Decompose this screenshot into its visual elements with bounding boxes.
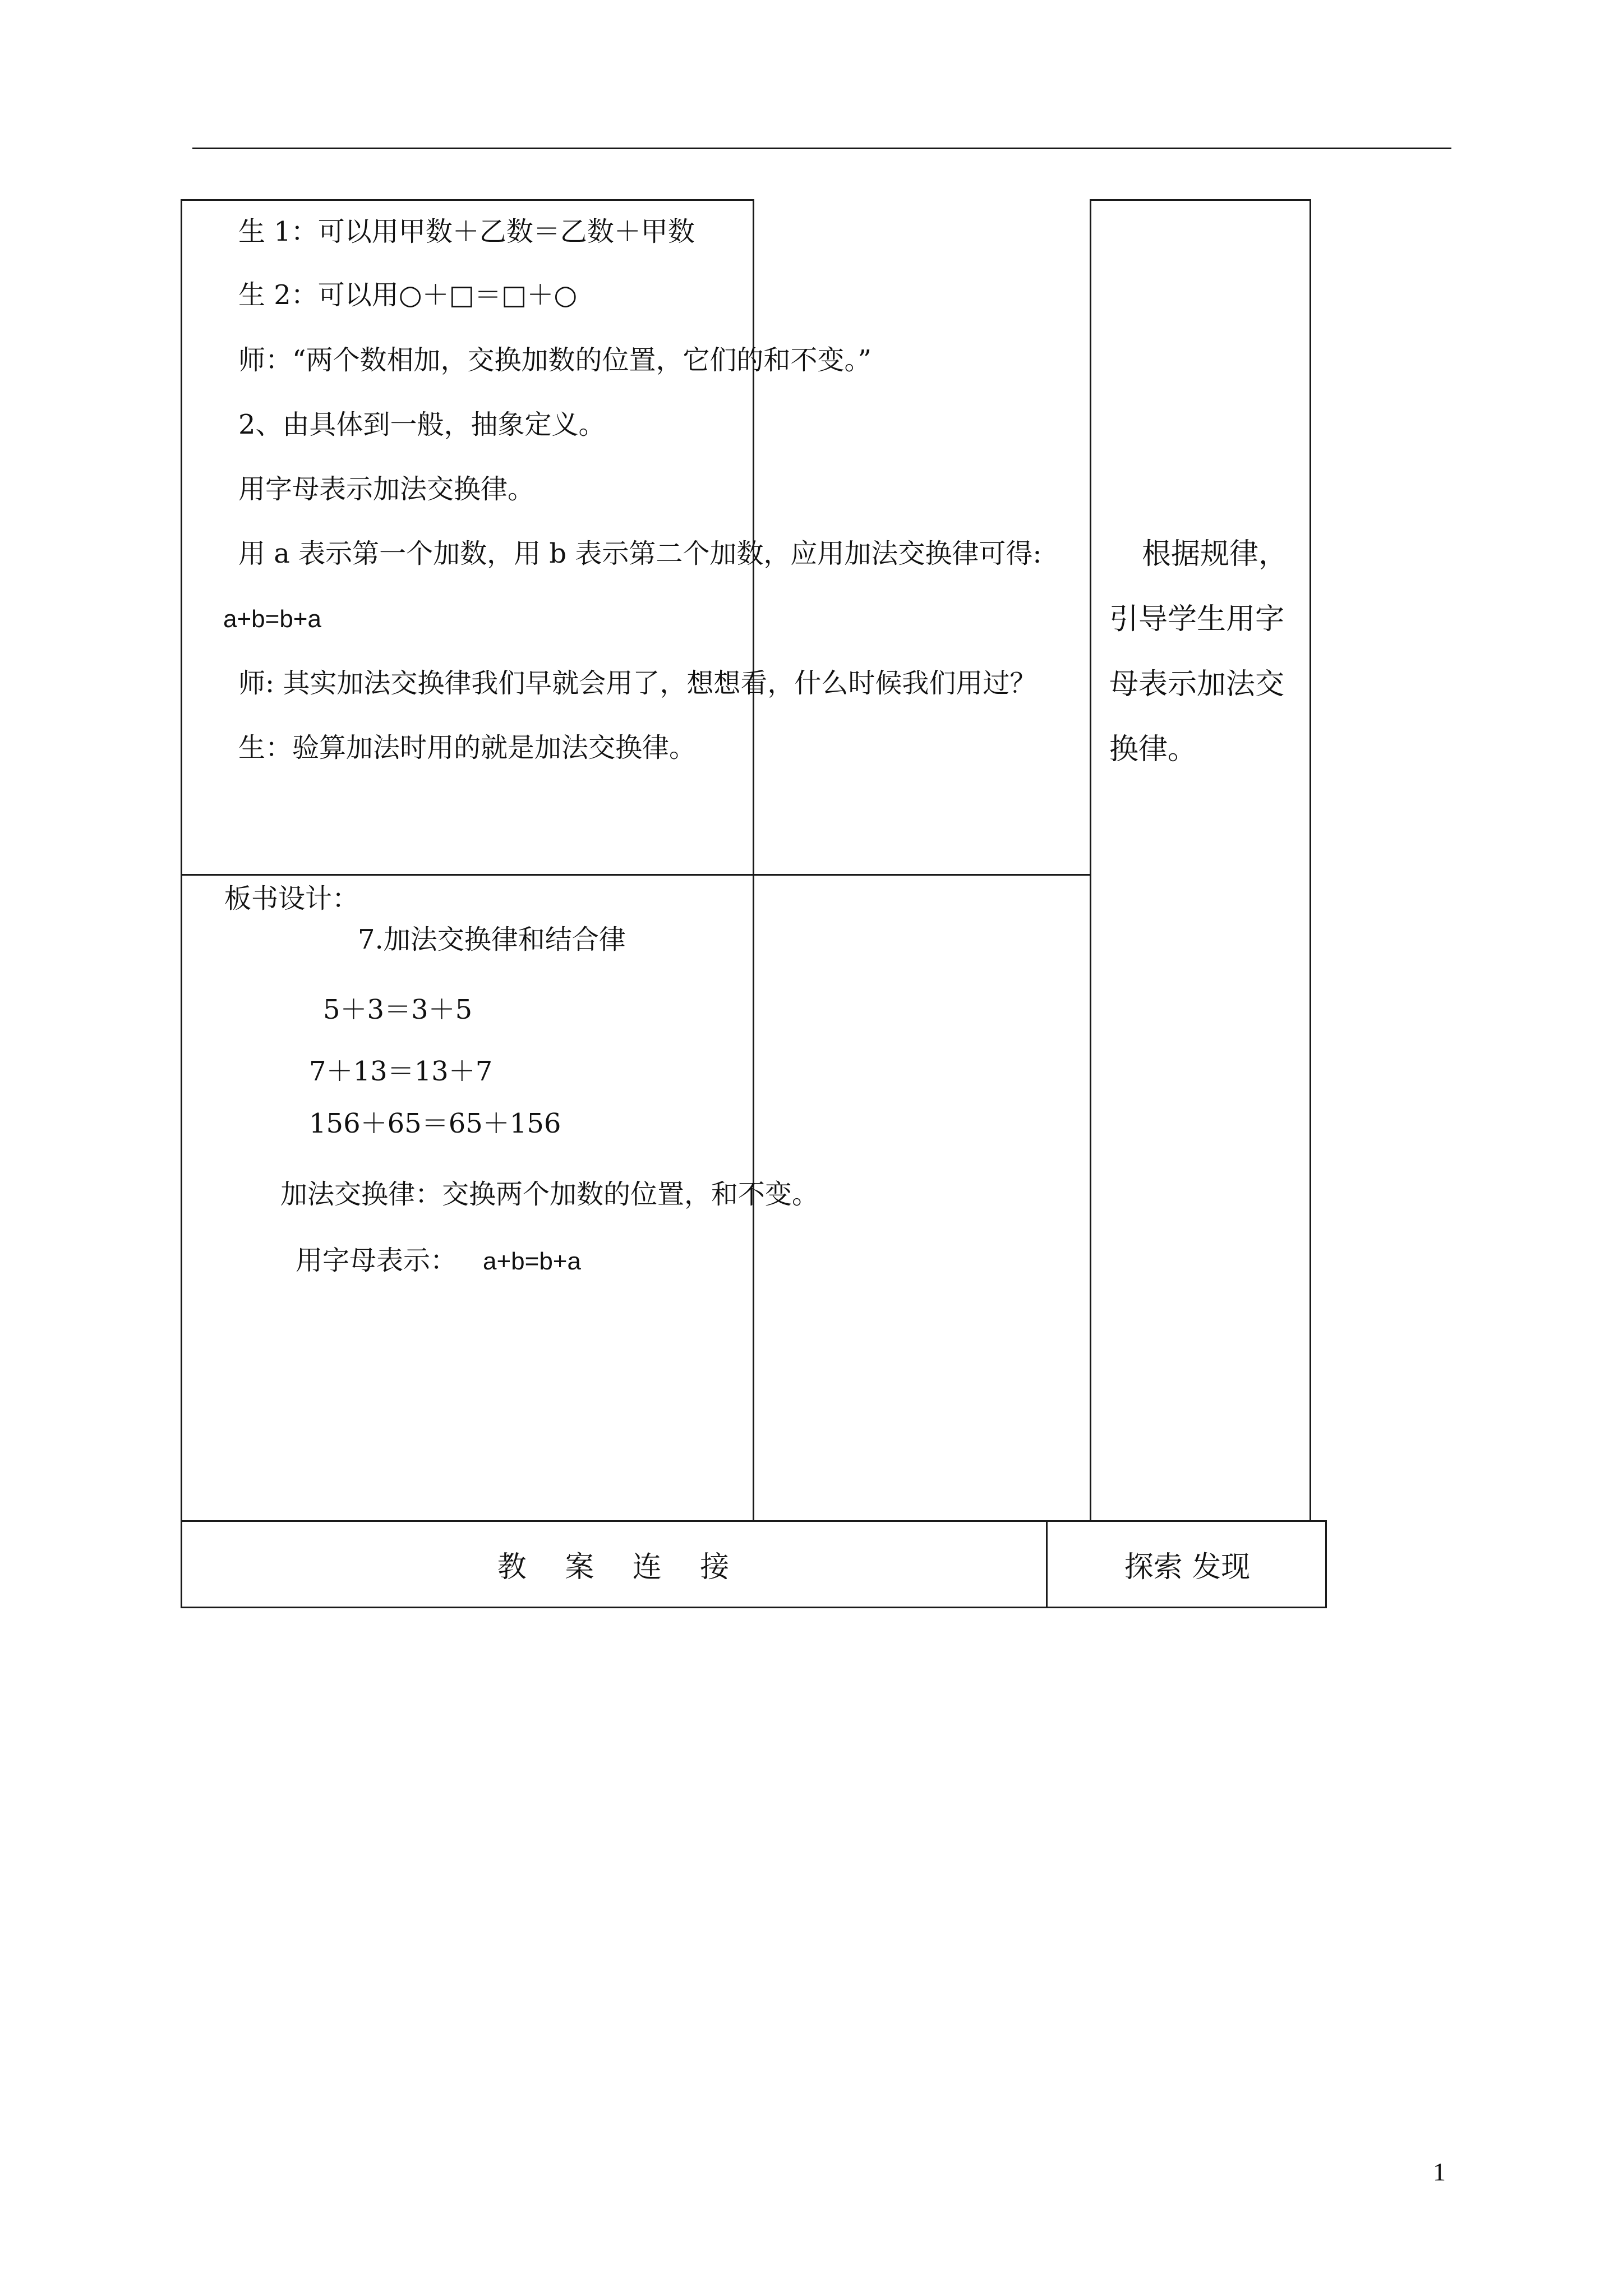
board-example: 156＋65＝65＋156 — [309, 1108, 561, 1139]
side-note-line: 母表示加法交 — [1109, 668, 1285, 701]
letter-formula: a+b=b+a — [223, 605, 321, 633]
board-example: 5＋3＝3＋5 — [323, 994, 473, 1025]
teacher-question: 师: 其实加法交换律我们早就会用了，想想看，什么时候我们用过？ — [238, 668, 1037, 699]
letter-explanation: 用 a 表示第一个加数，用 b 表示第二个加数，应用加法交换律可得: — [238, 538, 1042, 569]
board-title: 7.加法交换律和结合律 — [358, 924, 626, 955]
side-note-line: 根据规律， — [1142, 537, 1288, 571]
board-letter-formula: a+b=b+a — [483, 1248, 581, 1275]
footer-lesson-link: 教 案 连 接 — [497, 1550, 730, 1584]
board-heading: 板书设计： — [224, 883, 359, 914]
lesson-table — [181, 199, 754, 1522]
side-note — [1109, 522, 1311, 782]
side-note-line: 引导学生用字 — [1109, 602, 1285, 636]
row-divider — [181, 874, 1091, 876]
teacher-summary: 师：“两个数相加，交换加数的位置，它们的和不变。” — [238, 344, 872, 376]
side-note-line: 换律。 — [1109, 733, 1197, 766]
student-2-answer: 生 2：可以用○＋□＝□＋○ — [238, 279, 578, 311]
student-1-answer: 生 1：可以用甲数＋乙数＝乙数＋甲数 — [238, 216, 695, 247]
board-example: 7＋13＝13＋7 — [309, 1056, 493, 1087]
notes-column — [1090, 199, 1311, 1522]
column-divider — [1090, 199, 1091, 1522]
student-answer: 生：验算加法时用的就是加法交换律。 — [238, 732, 697, 763]
board-rule: 加法交换律：交换两个加数的位置，和不变。 — [280, 1179, 819, 1210]
page-number: 1 — [1433, 2157, 1446, 2186]
letter-rule-intro: 用字母表示加法交换律。 — [238, 473, 535, 505]
step-2-heading: 2、由具体到一般，抽象定义。 — [238, 409, 606, 440]
header-rule — [192, 148, 1451, 149]
footer-explore: 探索 发现 — [1124, 1550, 1251, 1584]
board-letter-label: 用字母表示： — [296, 1245, 458, 1276]
